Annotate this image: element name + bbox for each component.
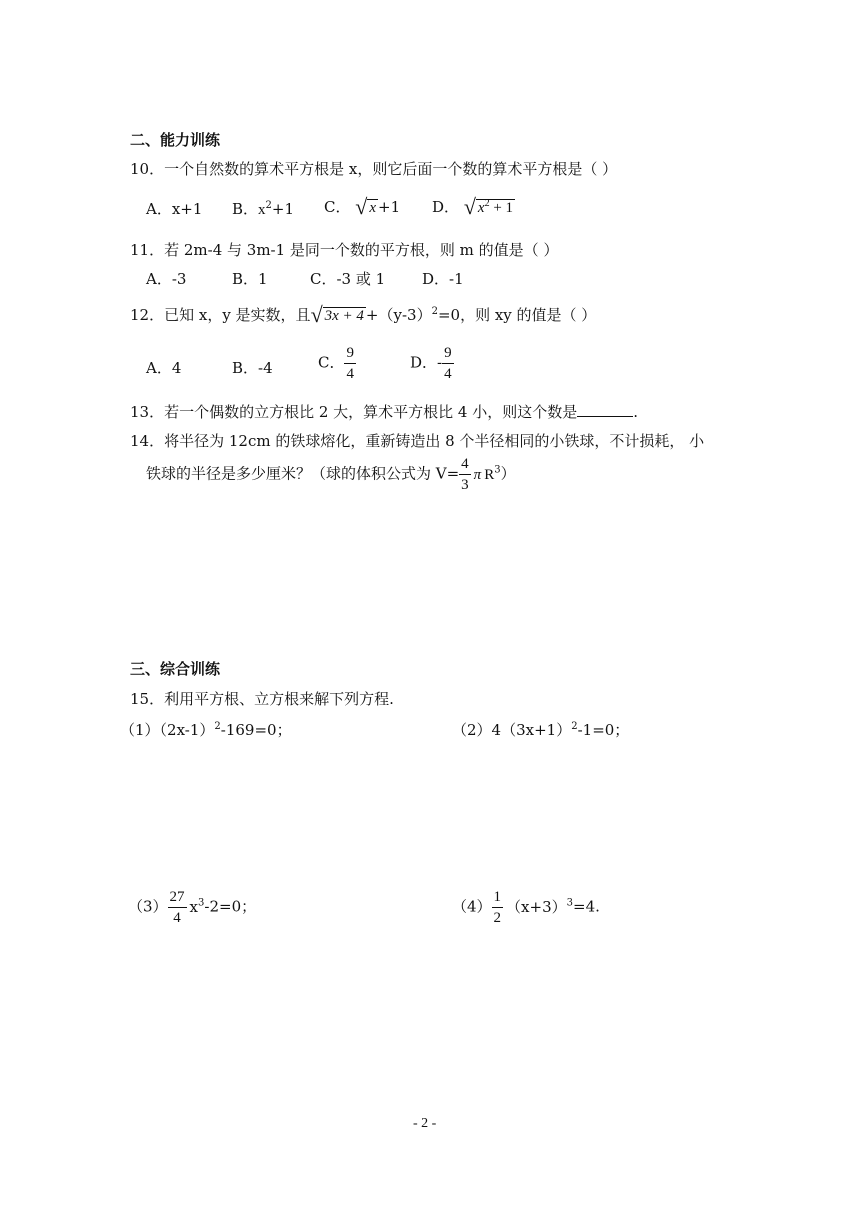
q10-stem: 10．一个自然数的算术平方根是 x，则它后面一个数的算术平方根是（ ）	[130, 160, 618, 178]
q12-option-c-label: C．	[318, 353, 345, 372]
q14-r-exp: 3	[494, 464, 501, 476]
q10-option-d-label: D．	[432, 198, 460, 216]
q13-stem	[130, 401, 638, 422]
q14-fraction-num: 4	[459, 454, 471, 475]
q11-options	[146, 268, 546, 288]
q10-option-b	[232, 198, 294, 219]
q12-stem	[130, 302, 596, 328]
q15-stem: 15．利用平方根、立方根来解下列方程.	[130, 690, 394, 708]
q15-part2-before: （2）4（3x+1）	[452, 721, 572, 739]
q10-option-b-tail: +1	[271, 200, 295, 218]
q10-option-b-var: x	[258, 202, 266, 218]
q12-option-c	[318, 343, 356, 384]
q15-part3-var: x	[189, 897, 199, 916]
q12-stem-after: +（y-3）	[365, 306, 432, 324]
q15-part3-num: 27	[168, 887, 187, 908]
q10-option-c-sqrt: √ x	[355, 194, 377, 219]
q10-option-d-tail: + 1	[489, 200, 514, 216]
q15-part4-prefix: （4）	[452, 897, 492, 916]
q15-part4-before: （x+3）	[506, 897, 567, 916]
q15-part2	[452, 719, 629, 740]
q15-part3-prefix: （3）	[128, 897, 168, 916]
q10-option-c	[324, 194, 400, 220]
q15-part3-exp: 3	[198, 897, 205, 909]
q12-stem-end: =0，则 xy 的值是（ ）	[437, 306, 597, 324]
q10-option-b-label: B．	[232, 200, 259, 218]
q10-option-c-label: C．	[324, 198, 351, 216]
q10-option-d-radicand: x	[477, 200, 485, 216]
q15-part1	[120, 719, 292, 740]
q10-option-d	[432, 194, 515, 220]
q15-part1-exp: 2	[214, 721, 221, 732]
q10-option-c-radicand: x	[369, 200, 377, 216]
q14-line2-end: ）	[500, 464, 516, 483]
q10-option-a: A．x+1	[146, 200, 203, 218]
q15-part1-before: （1）（2x-1）	[120, 721, 215, 739]
q12-options	[146, 343, 546, 389]
q15-part2-after: -1=0；	[577, 721, 630, 739]
q14-pi: π	[473, 466, 482, 483]
q12-option-c-den: 4	[346, 366, 354, 382]
q12-stem-before: 12．已知 x，y 是实数，且	[130, 306, 311, 324]
q10-option-c-tail: +1	[378, 198, 401, 216]
q12-option-c-fraction	[344, 343, 356, 384]
q10-option-d-sqrt: √ $x^2 + 1$	[463, 194, 514, 219]
q15-part3-fraction	[168, 887, 187, 928]
q12-option-d-den: 4	[444, 366, 452, 382]
q14-line2-text: 铁球的半径是多少厘米？（球的体积公式为 V=	[146, 464, 460, 483]
q11-option-d: D．-1	[422, 270, 464, 288]
q12-sqrt: √ 3x + 4	[310, 302, 364, 327]
q12-option-c-num: 9	[344, 343, 356, 364]
q11-stem: 11．若 2m-4 与 3m-1 是同一个数的平方根，则 m 的值是（ ）	[130, 241, 559, 259]
q15-part4-after: =4.	[573, 897, 600, 916]
q15-part4	[452, 887, 600, 928]
q12-stem-exp: 2	[431, 306, 438, 317]
q10-option-b-exp: 2	[265, 200, 272, 211]
q15-part3-after: -2=0；	[204, 897, 257, 916]
q11-option-a: A．-3	[146, 270, 187, 288]
q15-part4-num: 1	[492, 887, 504, 908]
page-number: - 2 -	[413, 1116, 437, 1131]
q13-stem-text: 13．若一个偶数的立方根比 2 大，算术平方根比 4 小，则这个数是	[130, 403, 578, 421]
q11-option-c: C．-3 或 1	[310, 270, 386, 288]
q12-option-d-fraction	[442, 343, 454, 384]
q15-part3	[128, 887, 256, 928]
q12-option-d-label: D．-	[410, 353, 443, 372]
q15-part3-den: 4	[173, 910, 181, 926]
q12-option-a: A．4	[146, 359, 182, 377]
q15-part1-after: -169=0；	[220, 721, 292, 739]
q12-option-d	[410, 343, 454, 384]
q15-part4-fraction	[492, 887, 504, 928]
q10-option-d-exp: 2	[484, 198, 490, 209]
q13-stem-end: .	[633, 403, 639, 421]
q15-part4-exp: 3	[566, 897, 573, 909]
q12-option-d-num: 9	[442, 343, 454, 364]
section2-heading: 二、能力训练	[130, 131, 221, 149]
q15-part2-exp: 2	[571, 721, 578, 732]
q14-line1: 14．将半径为 12cm 的铁球熔化，重新铸造出 8 个半径相同的小铁球，不计损耗， 小	[130, 432, 705, 450]
q14-volume-fraction	[459, 454, 471, 495]
q14-fraction-den: 3	[461, 477, 469, 493]
q12-option-b: B．-4	[232, 359, 273, 377]
q14-r: R	[484, 466, 495, 483]
q12-radicand: 3x + 4	[324, 308, 364, 324]
q11-option-b: B．1	[232, 270, 268, 288]
q15-part4-den: 2	[493, 910, 502, 926]
section3-heading: 三、综合训练	[130, 660, 221, 678]
q13-answer-blank	[577, 402, 633, 417]
q14-line2	[146, 454, 516, 495]
